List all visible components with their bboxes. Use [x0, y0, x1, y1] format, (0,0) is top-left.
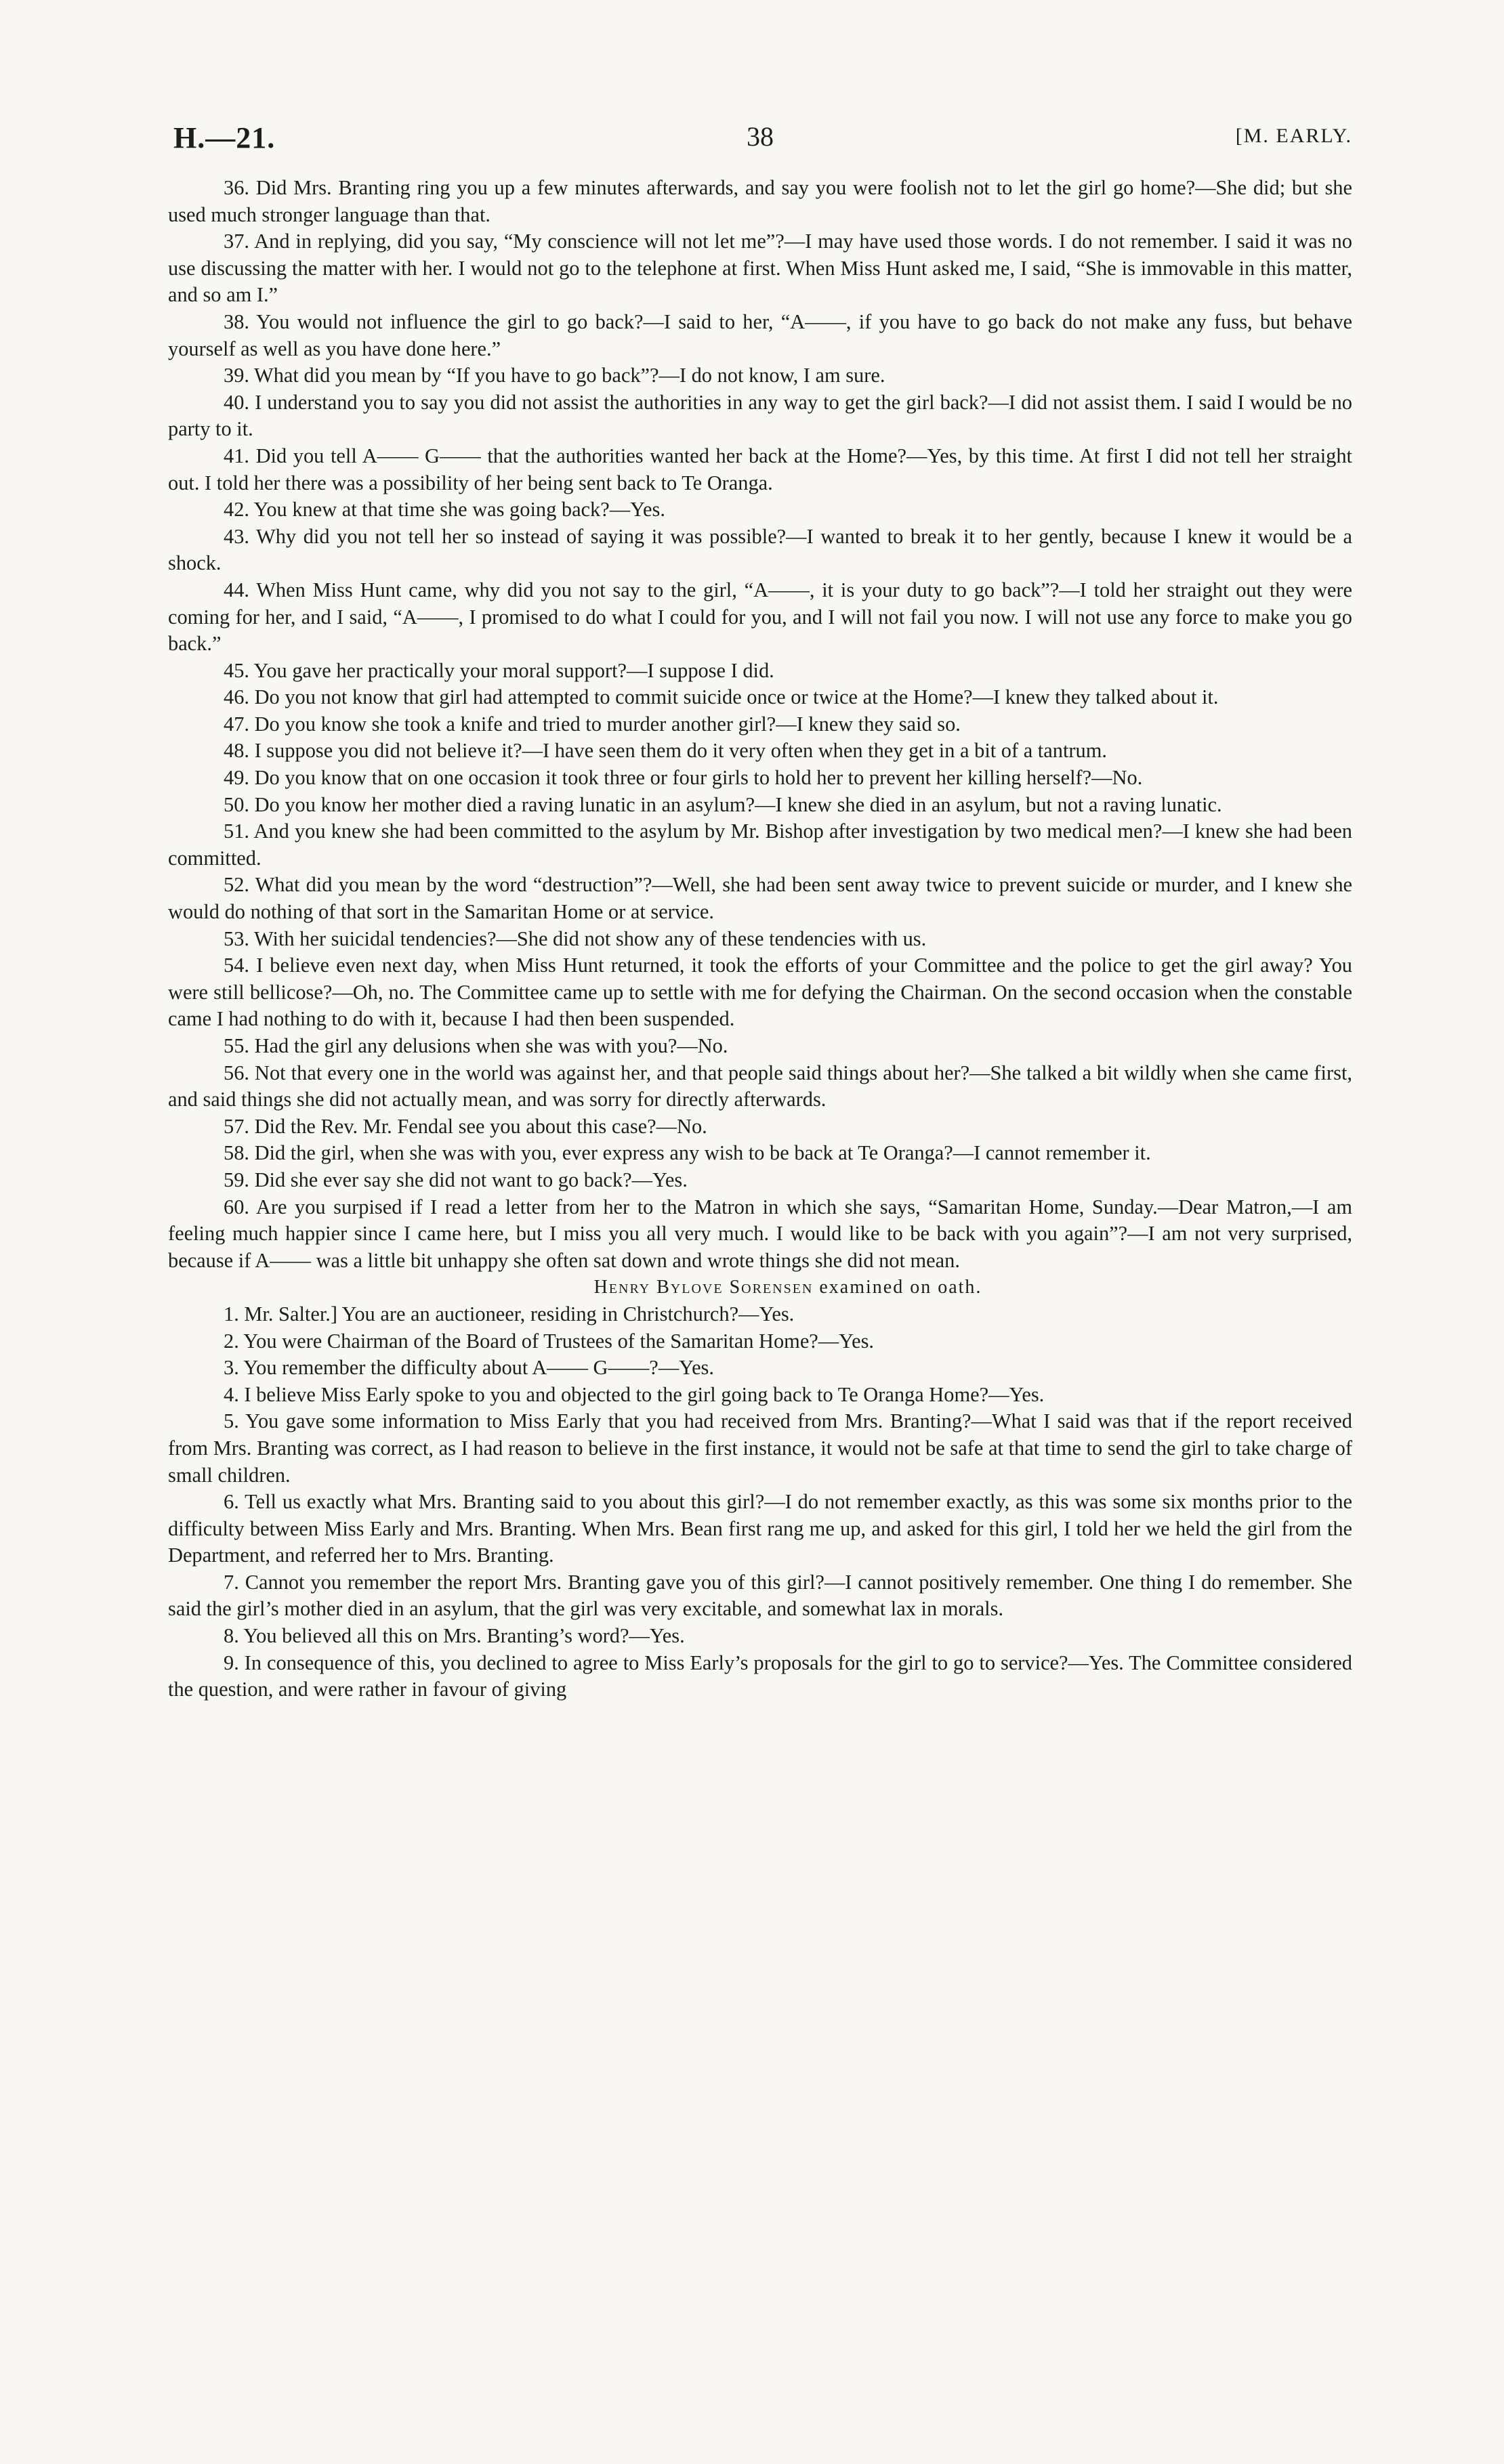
question-answer-paragraph: 49. Do you know that on one occasion it took three or four girls to hold her to prevent her killing herself?—No. [224, 766, 1143, 790]
question-answer-paragraph: 56. Not that every one in the world was against her, and that people said things about her?—She talked a bit wildly when she came first, and said things she did not actually mean, and was sorry for directly afterwards. [168, 1061, 1352, 1111]
question-answer-paragraph: 44. When Miss Hunt came, why did you not say to the girl, “A——, it is your duty to go back”?—I told her straight out they were coming for her, and I said, “A——, I promised to do what I could for you, and I will not fail you now. I will not use any force to make you go back.” [168, 578, 1352, 656]
question-answer-paragraph: 6. Tell us exactly what Mrs. Branting said to you about this girl?—I do not remember exactly, as this was some six months prior to the difficulty between Miss Early and Mrs. Branting. When Mrs. Bean first rang me up, and asked for this girl, I told her we held the girl from the Department, and referred her to Mrs. Branting. [168, 1490, 1352, 1567]
question-answer-paragraph: 37. And in replying, did you say, “My conscience will not let me”?—I may have used those words. I do not remember. I said it was no use discussing the matter with her. I would not go to the telephone at first. When Miss Hunt asked me, I said, “She is immovable in this matter, and so am I.” [168, 230, 1352, 307]
question-answer-paragraph: 57. Did the Rev. Mr. Fendal see you about this case?—No. [224, 1114, 707, 1138]
question-answer-paragraph: 48. I suppose you did not believe it?—I have seen them do it very often when they get in a bit of a tantrum. [224, 739, 1107, 763]
question-answer-paragraph: 7. Cannot you remember the report Mrs. Branting gave you of this girl?—I cannot positively remember. One thing I do remember. She said the girl’s mother died in an asylum, that the girl was very excitable, and somewhat lax in morals. [168, 1570, 1352, 1621]
witness-heading-suffix: examined on oath. [819, 1277, 982, 1298]
witness-name-header: [M. EARLY. [1235, 125, 1352, 147]
testimony-section-early [168, 175, 1352, 1274]
question-answer-paragraph: 3. You remember the difficulty about A—— G——?—Yes. [224, 1356, 714, 1380]
witness-heading [168, 1274, 1352, 1301]
question-answer-paragraph: 51. And you knew she had been committed to the asylum by Mr. Bishop after investigation by two medical men?—I knew she had been committed. [168, 820, 1352, 870]
question-answer-paragraph: 43. Why did you not tell her so instead of saying it was possible?—I wanted to break it to her gently, because I knew it would be a shock. [168, 524, 1352, 575]
question-answer-paragraph: 40. I understand you to say you did not assist the authorities in any way to get the girl back?—I did not assist them. I said I would be no party to it. [168, 390, 1352, 441]
testimony-section-sorensen [168, 1301, 1352, 1703]
page-number: 38 [747, 121, 774, 152]
question-answer-paragraph: 36. Did Mrs. Branting ring you up a few minutes afterwards, and say you were foolish not to let the girl go home?—She did; but she used much stronger language than that. [168, 176, 1352, 226]
question-answer-paragraph: 59. Did she ever say she did not want to go back?—Yes. [224, 1168, 688, 1191]
document-reference: H.—21. [173, 121, 276, 154]
question-answer-paragraph: 5. You gave some information to Miss Early that you had received from Mrs. Branting?—What I said was that if the report received from Mrs. Branting was correct, as I had reason to believe in the first instance, it would not be safe at that time to send the girl to take charge of small children. [168, 1409, 1352, 1487]
question-answer-paragraph: 46. Do you not know that girl had attempted to commit suicide once or twice at the Home?—I knew they talked about it. [224, 685, 1219, 709]
question-answer-paragraph: 39. What did you mean by “If you have to go back”?—I do not know, I am sure. [224, 364, 885, 387]
question-answer-paragraph: 55. Had the girl any delusions when she was with you?—No. [224, 1034, 728, 1057]
question-answer-paragraph: 1. Mr. Salter.] You are an auctioneer, residing in Christchurch?—Yes. [224, 1302, 795, 1325]
question-answer-paragraph: 9. In consequence of this, you declined to agree to Miss Early’s proposals for the girl to go to service?—Yes. The Committee considered the question, and were rather in favour of giving [168, 1651, 1352, 1701]
question-answer-paragraph: 2. You were Chairman of the Board of Trustees of the Samaritan Home?—Yes. [224, 1329, 875, 1353]
question-answer-paragraph: 50. Do you know her mother died a raving lunatic in an asylum?—I knew she died in an asylum, but not a raving lunatic. [224, 792, 1222, 816]
question-answer-paragraph: 47. Do you know she took a knife and tried to murder another girl?—I knew they said so. [224, 712, 961, 736]
document-body [168, 175, 1352, 1703]
question-answer-paragraph: 8. You believed all this on Mrs. Branting’s word?—Yes. [224, 1624, 685, 1648]
question-answer-paragraph: 58. Did the girl, when she was with you, ever express any wish to be back at Te Oranga?—I cannot remember it. [224, 1141, 1151, 1165]
question-answer-paragraph: 42. You knew at that time she was going back?—Yes. [224, 498, 665, 522]
page-header [168, 121, 1352, 175]
question-answer-paragraph: 41. Did you tell A—— G—— that the authorities wanted her back at the Home?—Yes, by this time. At first I did not tell her straight out. I told her there was a possibility of her being sent back to Te Oranga. [168, 444, 1352, 494]
question-answer-paragraph: 45. You gave her practically your moral support?—I suppose I did. [224, 658, 774, 682]
question-answer-paragraph: 54. I believe even next day, when Miss Hunt returned, it took the efforts of your Committee and the police to get the girl away? You were still bellicose?—Oh, no. The Committee came up to settle with me for defying the Chairman. On the second occasion when the constable came I had nothing to do with it, because I had then been suspended. [168, 954, 1352, 1031]
question-answer-paragraph: 38. You would not influence the girl to go back?—I said to her, “A——, if you have to go back do not make any fuss, but behave yourself as well as you have done here.” [168, 310, 1352, 360]
witness-heading-name: Henry Bylove Sorensen [593, 1277, 814, 1298]
question-answer-paragraph: 4. I believe Miss Early spoke to you and objected to the girl going back to Te Oranga Home?—Yes. [224, 1382, 1045, 1406]
document-page [168, 121, 1352, 1703]
question-answer-paragraph: 60. Are you surpised if I read a letter from her to the Matron in which she says, “Samaritan Home, Sunday.—Dear Matron,—I am feeling much happier since I came here, but I miss you all very much. I would like to be back with you again”?—I am not very surprised, because if A—— was a little bit unhappy she often sat down and wrote things she did not mean. [168, 1195, 1352, 1272]
question-answer-paragraph: 53. With her suicidal tendencies?—She did not show any of these tendencies with us. [224, 927, 927, 950]
question-answer-paragraph: 52. What did you mean by the word “destruction”?—Well, she had been sent away twice to prevent suicide or murder, and I knew she would do nothing of that sort in the Samaritan Home or at service. [168, 873, 1352, 924]
